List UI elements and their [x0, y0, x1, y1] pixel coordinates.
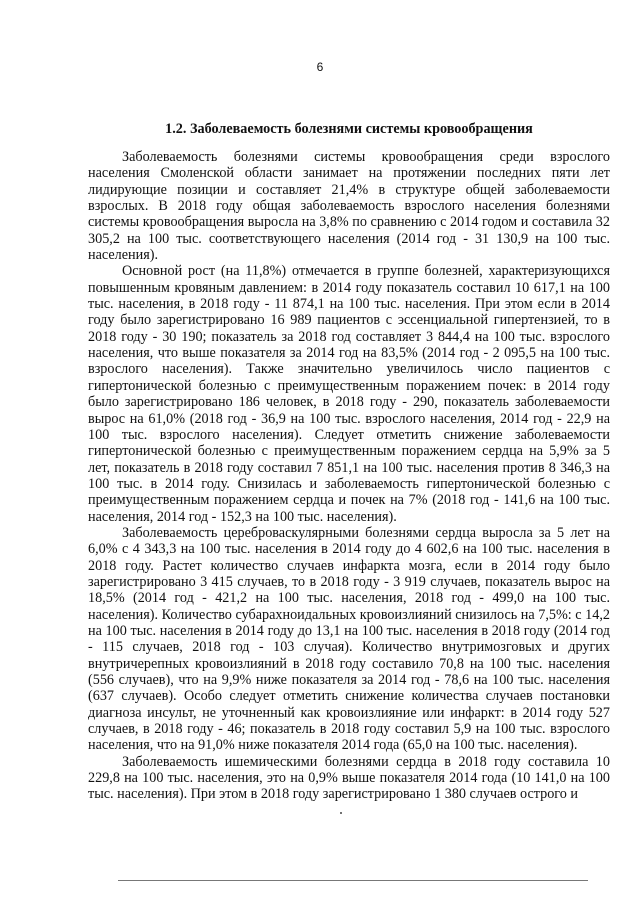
document-body	[88, 149, 610, 803]
paragraph-cerebrovascular: Заболеваемость цереброваскулярными болезнями сердца выросла за 5 лет на 6,0% с 4 343,3 на 100 тыс. населения в 2014 году до 4 602,6 на 100 тыс. населения в 2018 году. Растет количество случаев инфаркта мозга, если в 2014 году было зарегистрировано 3 415 случаев, то в 2018 году - 3 919 случаев, показатель вырос на 18,5% (2014 год - 421,2 на 100 тыс. населения, 2018 год - 499,0 на 100 тыс. населения). Количество субарахноидальных кровоизлияний снизилось на 7,5%: с 14,2 на 100 тыс. населения в 2014 году до 13,1 на 100 тыс. населения в 2018 году (2014 год - 115 случаев, 2018 год - 103 случая). Количество внутримозговых и других внутричерепных кровоизлияний в 2018 году составило 70,8 на 100 тыс. населения (556 случаев), что на 9,9% ниже показателя за 2014 год - 78,6 на 100 тыс. населения (637 случаев). Особо следует отметить снижение количества случаев постановки диагноза инсульт, не уточненный как кровоизлияние или инфаркт: в 2014 году 527 случаев, в 2018 году - 46; показатель в 2018 году составил 5,9 на 100 тыс. взрослого населения, что на 91,0% ниже показателя 2014 года (65,0 на 100 тыс. населения).	[88, 524, 610, 754]
paragraph-hypertension: Основной рост (на 11,8%) отмечается в группе болезней, характеризующихся повышенным кровяным давлением: в 2014 году показатель составил 10 617,1 на 100 тыс. населения, в 2018 году - 11 874,1 на 100 тыс. населения. При этом если в 2014 году было зарегистрировано 16 989 пациентов с эссенциальной гипертензией, то в 2018 году - 30 190; показатель за 2018 год составляет 3 844,4 на 100 тыс. взрослого населения, что выше показателя за 2014 год на 83,5% (2014 год - 2 095,5 на 100 тыс. взрослого населения). Также значительно увеличилось число пациентов с гипертонической болезнью с преимущественным поражением почек: в 2014 году было зарегистрировано 186 человек, в 2018 году - 290, показатель заболеваемости вырос на 61,0% (2018 год - 36,9 на 100 тыс. взрослого населения, 2014 год - 22,9 на 100 тыс. взрослого населения). Следует отметить снижение заболеваемости гипертонической болезнью с преимущественным поражением сердца на 5,9% за 5 лет, показатель в 2018 году составил 7 851,1 на 100 тыс. населения против 8 346,3 на 100 тыс. в 2014 году. Снизилась и заболеваемость гипертонической болезнью с преимущественным поражением сердца и почек на 7% (2018 год - 141,6 на 100 тыс. населения, 2014 год - 152,3 на 100 тыс. населения).	[88, 263, 610, 525]
section-heading: 1.2. Заболеваемость болезнями системы кровообращения	[165, 121, 533, 137]
paragraph-overall-morbidity: Заболеваемость болезнями системы кровообращения среди взрослого населения Смоленской области занимает на протяжении последних пяти лет лидирующие позиции и составляет 21,4% в структуре общей заболеваемости взрослых. В 2018 году общая заболеваемость взрослого населения болезнями системы кровообращения выросла на 3,8% по сравнению с 2014 годом и составила 32 305,2 на 100 тыс. соответствующего населения (2014 год - 31 130,9 на 100 тыс. населения).	[88, 149, 610, 264]
page-number: 6	[316, 60, 324, 74]
footer-rule	[118, 880, 588, 881]
scan-speck	[340, 812, 342, 814]
paragraph-ischemic: Заболеваемость ишемическими болезнями сердца в 2018 году составила 10 229,8 на 100 тыс. населения, это на 0,9% выше показателя 2014 года (10 141,0 на 100 тыс. населения). При этом в 2018 году зарегистрировано 1 380 случаев острого и	[88, 753, 610, 803]
